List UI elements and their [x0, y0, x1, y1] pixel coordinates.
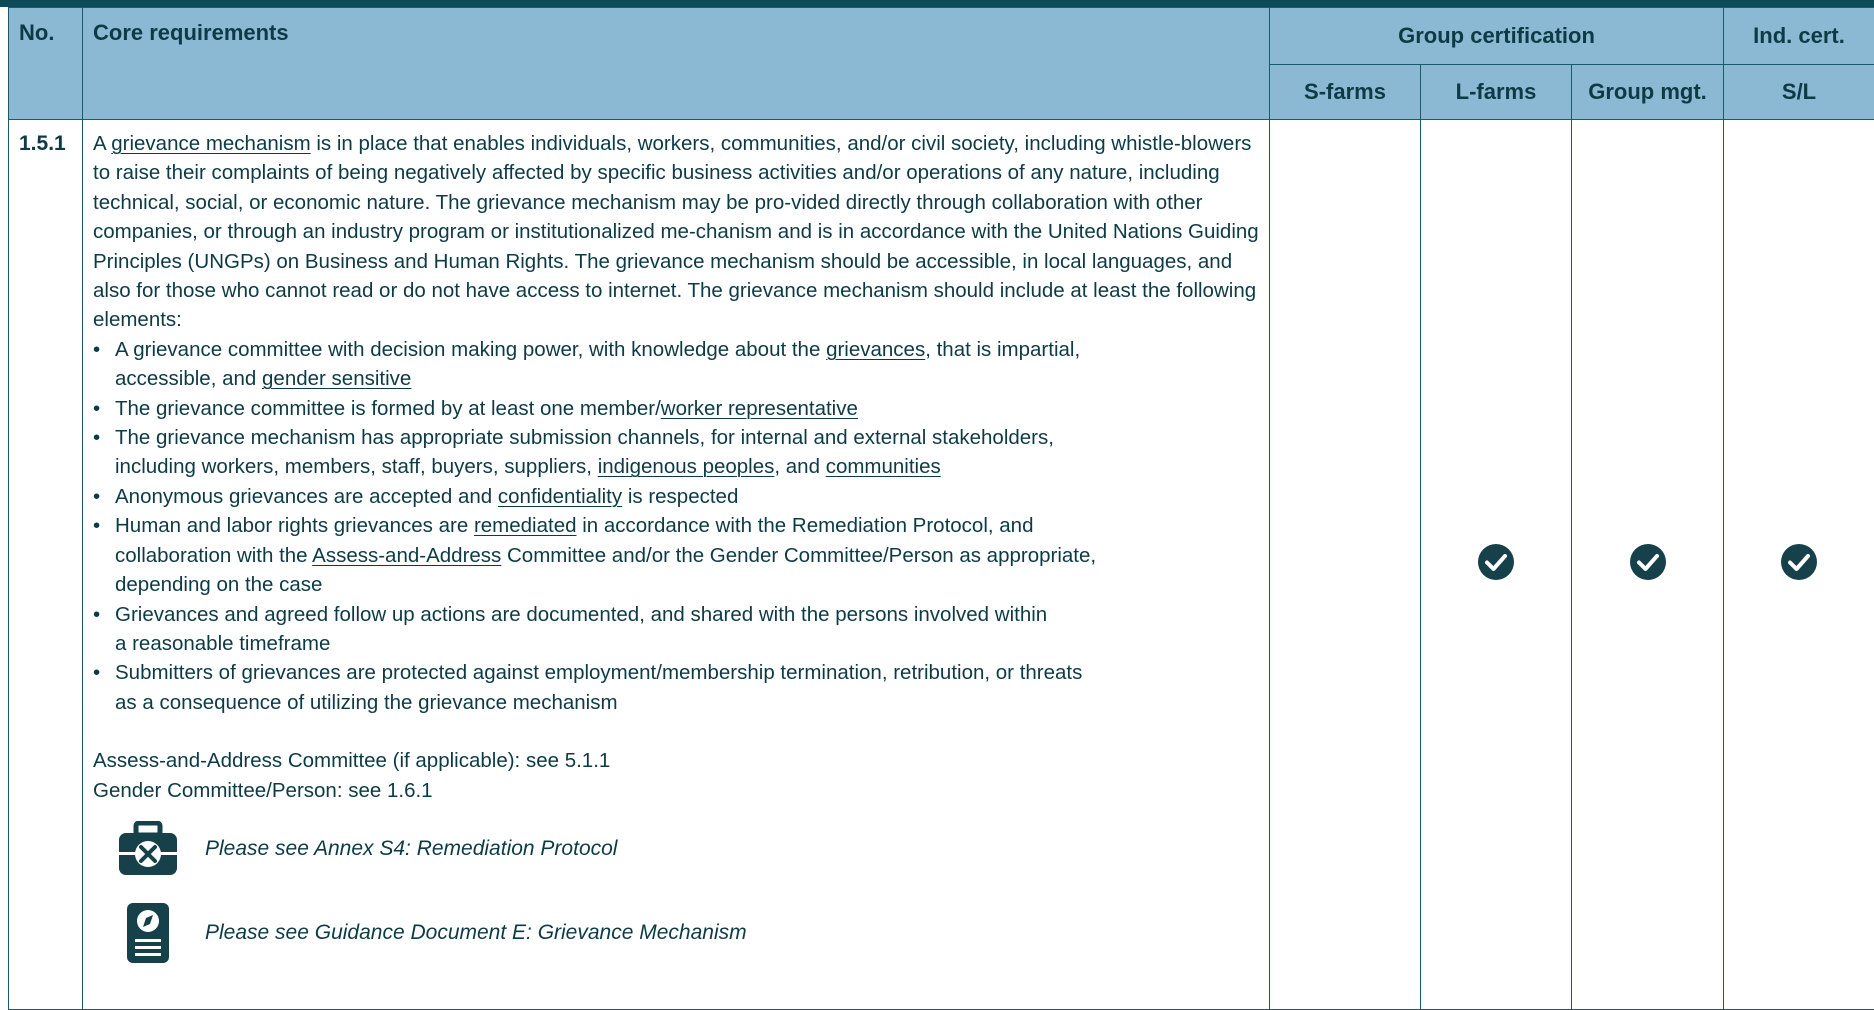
- text: in accordance with the Remediation Protocol, and: [577, 514, 1034, 537]
- text: The grievance committee is formed by at least one member/: [115, 397, 661, 420]
- link-communities[interactable]: communities: [826, 455, 941, 478]
- annex-note-text: Please see Annex S4: Remediation Protocol: [205, 834, 617, 863]
- text: Human and labor rights grievances are: [115, 514, 474, 537]
- link-grievance-mechanism[interactable]: grievance mechanism: [111, 132, 310, 155]
- top-rule: [0, 0, 1874, 7]
- requirement-number: 1.5.1: [9, 120, 83, 1010]
- text: Submitters of grievances are protected against employment/membership termination, retribution, or threats: [115, 661, 1082, 684]
- header-ind-cert: Ind. cert.: [1724, 8, 1874, 65]
- header-s-farms: S-farms: [1270, 65, 1421, 120]
- text: , that is impartial,: [925, 338, 1080, 361]
- text: including workers, members, staff, buyers, suppliers,: [115, 455, 598, 478]
- text: Committee and/or the Gender Committee/Person as appropriate,: [501, 544, 1096, 567]
- list-item: [93, 335, 1259, 394]
- text: The grievance mechanism has appropriate submission channels, for internal and external stakeholders,: [115, 426, 1054, 449]
- text: Grievances and agreed follow up actions are documented, and shared with the persons involved within: [115, 603, 1047, 626]
- list-item: [93, 511, 1259, 599]
- check-circle-icon: [1629, 543, 1667, 581]
- toolbox-icon: [93, 821, 203, 877]
- text: , and: [774, 455, 825, 478]
- reference-assess-and-address: Assess-and-Address Committee (if applicable): see 5.1.1: [93, 746, 1259, 775]
- requirements-table: [8, 7, 1874, 1010]
- text: A: [93, 132, 111, 155]
- link-assess-and-address[interactable]: Assess-and-Address: [312, 544, 501, 567]
- text: depending on the case: [115, 573, 322, 596]
- guidance-note: [93, 893, 1259, 973]
- header-group-certification: Group certification: [1270, 8, 1724, 65]
- cell-l-farms: [1421, 120, 1572, 1010]
- compass-document-icon: [93, 902, 203, 964]
- check-circle-icon: [1780, 543, 1818, 581]
- list-item: [93, 423, 1259, 482]
- text: Anonymous grievances are accepted and: [115, 485, 498, 508]
- header-group-mgt: Group mgt.: [1572, 65, 1724, 120]
- cell-sl: [1724, 120, 1874, 1010]
- header-l-farms: L-farms: [1421, 65, 1572, 120]
- text: a reasonable timeframe: [115, 632, 330, 655]
- link-confidentiality[interactable]: confidentiality: [498, 485, 622, 508]
- text: accessible, and: [115, 367, 262, 390]
- list-item: [93, 482, 1259, 511]
- cell-group-mgt: [1572, 120, 1724, 1010]
- check-circle-icon: [1477, 543, 1515, 581]
- intro-paragraph: [93, 129, 1259, 335]
- list-item: [93, 394, 1259, 423]
- link-grievances[interactable]: grievances: [826, 338, 925, 361]
- header-core-requirements: Core requirements: [83, 8, 1270, 120]
- header-row-top: [9, 8, 1874, 65]
- text: collaboration with the: [115, 544, 312, 567]
- guidance-note-text: Please see Guidance Document E: Grievance Mechanism: [205, 918, 747, 947]
- cell-s-farms: [1270, 120, 1421, 1010]
- link-remediated[interactable]: remediated: [474, 514, 577, 537]
- reference-gender-committee: Gender Committee/Person: see 1.6.1: [93, 776, 1259, 805]
- requirement-text: [83, 120, 1270, 1010]
- text: A grievance committee with decision making power, with knowledge about the: [115, 338, 826, 361]
- elements-list: [93, 335, 1259, 717]
- text: is respected: [622, 485, 738, 508]
- link-worker-representative[interactable]: worker representative: [661, 397, 858, 420]
- annex-note: [93, 809, 1259, 889]
- header-no: No.: [9, 8, 83, 120]
- list-item: [93, 658, 1259, 717]
- header-sl: S/L: [1724, 65, 1874, 120]
- text: is in place that enables individuals, workers, communities, and/or civil society, including whistle-blowers to raise their complaints of being negatively affected by specific business activities and/or operations of any nature, including technical, social, or economic nature. The grievance mechanism may be pro-vided directly through collaboration with other companies, or through an industry program or institutionalized me-chanism and is in accordance with the United Nations Guiding Principles (UNGPs) on Business and Human Rights. The grievance mechanism should be accessible, in local languages, and also for those who cannot read or do not have access to internet. The grievance mechanism should include at least the following elements:: [93, 132, 1259, 331]
- link-indigenous-peoples[interactable]: indigenous peoples: [598, 455, 775, 478]
- link-gender-sensitive[interactable]: gender sensitive: [262, 367, 411, 390]
- table-row: [9, 120, 1874, 1010]
- list-item: [93, 600, 1259, 659]
- text: as a consequence of utilizing the grievance mechanism: [115, 691, 618, 714]
